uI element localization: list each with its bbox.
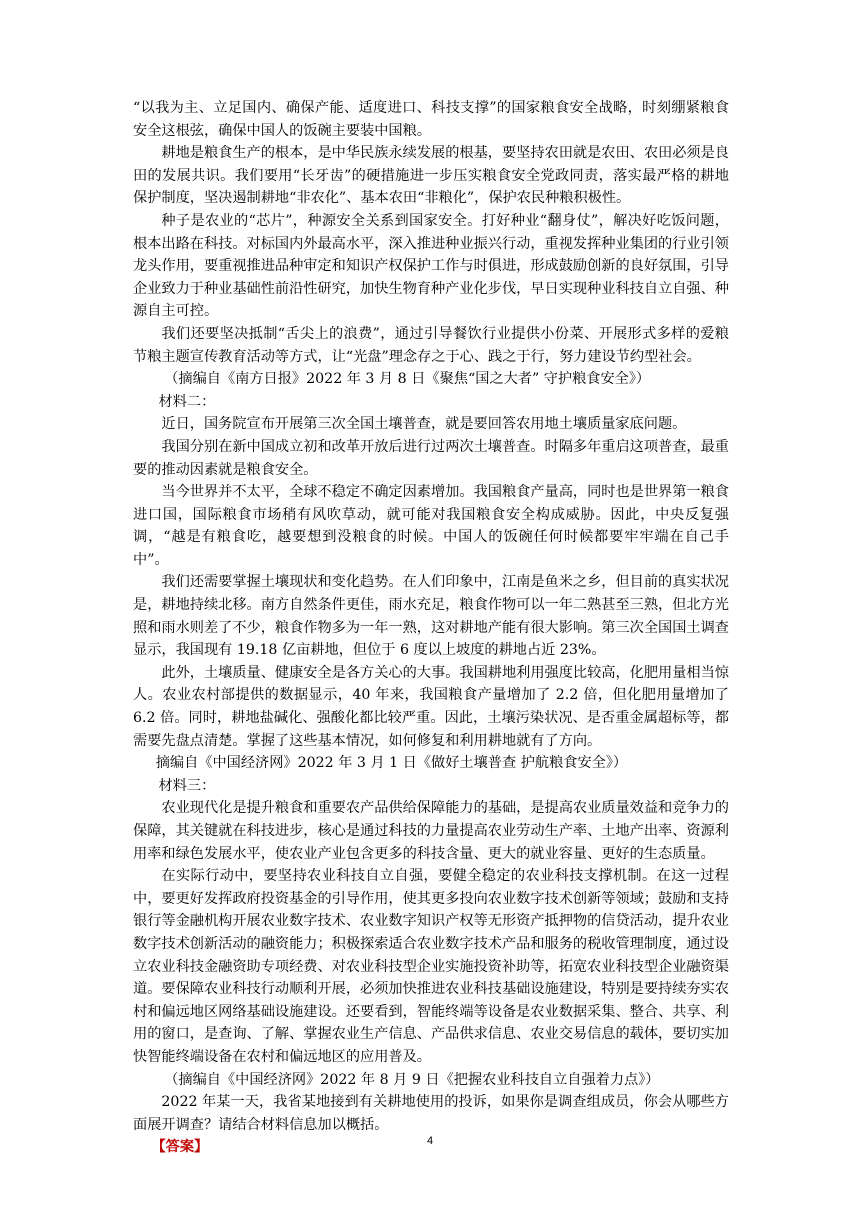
paragraph-10: 农业现代化是提升粮食和重要农产品供给保障能力的基础，是提高农业质量效益和竞争力的保障，其关键就在科技进步，核心是通过科技的力量提高农业劳动生产率、土地产出率、资源利用率和绿色发展水平，使农业产业包含更多的科技含量、更大的就业容量、更好的生态质量。 [133,800,729,862]
source-citation-1: （摘编自《南方日报》2022 年 3 月 8 日《聚焦“国之大者” 守护粮食安全》） [164,371,651,388]
paragraph-8: 我们还需要掌握土壤现状和变化趋势。在人们印象中，江南是鱼米之乡，但目前的真实状况是，耕地持续北移。南方自然条件更佳，雨水充足，粮食作物可以一年二熟甚至三熟，但北方光照和雨水则差了不少，粮食作物多为一年一熟，这对耕地产能有很大影响。第三次全国国土调查显示，我国现有 19.18 亿亩耕地，但位于 6 度以上坡度的耕地占近 23%。 [133,574,729,659]
paragraph-4: 我们还要坚决抵制“舌尖上的浪费”，通过引导餐饮行业提供小份菜、开展形式多样的爱粮节粮主题宣传教育活动等方式，让“光盘”理念存之于心、践之于行，努力建设节约型社会。 [133,325,729,365]
material-label-2: 材料二： [158,393,216,410]
paragraph-2: 耕地是粮食生产的根本，是中华民族永续发展的根基，要坚持农田就是农田、农田必须是良田的发展共识。我们要用“长牙齿”的硬措施进一步压实粮食安全党政同责，落实最严格的耕地保护制度，坚决遏制耕地“非农化”、基本农田“非粮化”，保护农民种粮积极性。 [133,145,729,207]
paragraph-9: 此外，土壤质量、健康安全是各方关心的大事。我国耕地利用强度比较高，化肥用量相当惊人。农业农村部提供的数据显示，40 年来，我国粮食产量增加了 2.2 倍，但化肥用量增加了 6.2 倍。同时，耕地盐碱化、强酸化都比较严重。因此，土壤污染状况、是否重金属超标等，都需要先盘点清楚。掌握了这些基本情况，如何修复和利用耕地就有了方向。 [133,664,729,749]
paragraph-11: 在实际行动中，要坚持农业科技自立自强，要健全稳定的农业科技支撑机制。在这一过程中，要更好发挥政府投资基金的引导作用，使其更多投向农业数字技术创新等领域；鼓励和支持银行等金融机构开展农业数字技术、农业数字知识产权等无形资产抵押物的信贷活动，提升农业数字技术创新活动的融资能力；积极探索适合农业数字技术产品和服务的税收管理制度，通过设立农业科技金融资助专项经费、对农业科技型企业实施投资补助等，拓宽农业科技型企业融资渠道。要保障农业科技行动顺利开展，必须加快推进农业科技基础设施建设，特别是要持续夯实农村和偏远地区网络基础设施建设。还要看到，智能终端等设备是农业数据采集、整合、共享、利用的窗口，是查询、了解、掌握农业生产信息、产品供求信息、农业交易信息的载体，要切实加快智能终端设备在农村和偏远地区的应用普及。 [133,868,729,1065]
document-body [133,97,729,1159]
source-citation-3: （摘编自《中国经济网》2022 年 8 月 9 日《把握农业科技自立自强着力点》） [164,1071,660,1088]
page-number: 4 [426,1135,434,1147]
answer-label: 【答案】 [151,1139,209,1156]
source-citation-2: 摘编自《中国经济网》2022 年 3 月 1 日《做好土壤普查 护航粮食安全》） [155,755,628,772]
paragraph-7: 当今世界并不太平，全球不稳定不确定因素增加。我国粮食产量高，同时也是世界第一粮食进口国，国际粮食市场稍有风吹草动，就可能对我国粮食安全构成威胁。因此，中央反复强调，“越是有粮食吃，越要想到没粮食的时候。中国人的饭碗任何时候都要牢牢端在自己手中”。 [133,484,729,568]
paragraph-5: 近日，国务院宣布开展第三次全国土壤普查，就是要回答农用地土壤质量家底问题。 [161,416,687,433]
paragraph-3: 种子是农业的“芯片”，种源安全关系到国家安全。打好种业“翻身仗”，解决好吃饭问题，根本出路在科技。对标国内外最高水平，深入推进种业振兴行动，重视发挥种业集团的行业引领龙头作用，要重视推进品种审定和知识产权保护工作与时俱进，形成鼓励创新的良好氛围，引导企业致力于种业基础性前沿性研究，加快生物育种产业化步伐，早日实现种业科技自立自强、种源自主可控。 [133,212,729,320]
paragraph-1: “以我为主、立足国内、确保产能、适度进口、科技支撑”的国家粮食安全战略，时刻绷紧粮食安全这根弦，确保中国人的饭碗主要装中国粮。 [133,100,729,139]
paragraph-6: 我国分别在新中国成立初和改革开放后进行过两次土壤普查。时隔多年重启这项普查，最重要的推动因素就是粮食安全。 [133,438,729,478]
question-text: 2022 年某一天，我省某地接到有关耕地使用的投诉，如果你是调查组成员，你会从哪些方面展开调查？请结合材料信息加以概括。 [133,1094,729,1133]
material-label-3: 材料三： [158,777,216,794]
